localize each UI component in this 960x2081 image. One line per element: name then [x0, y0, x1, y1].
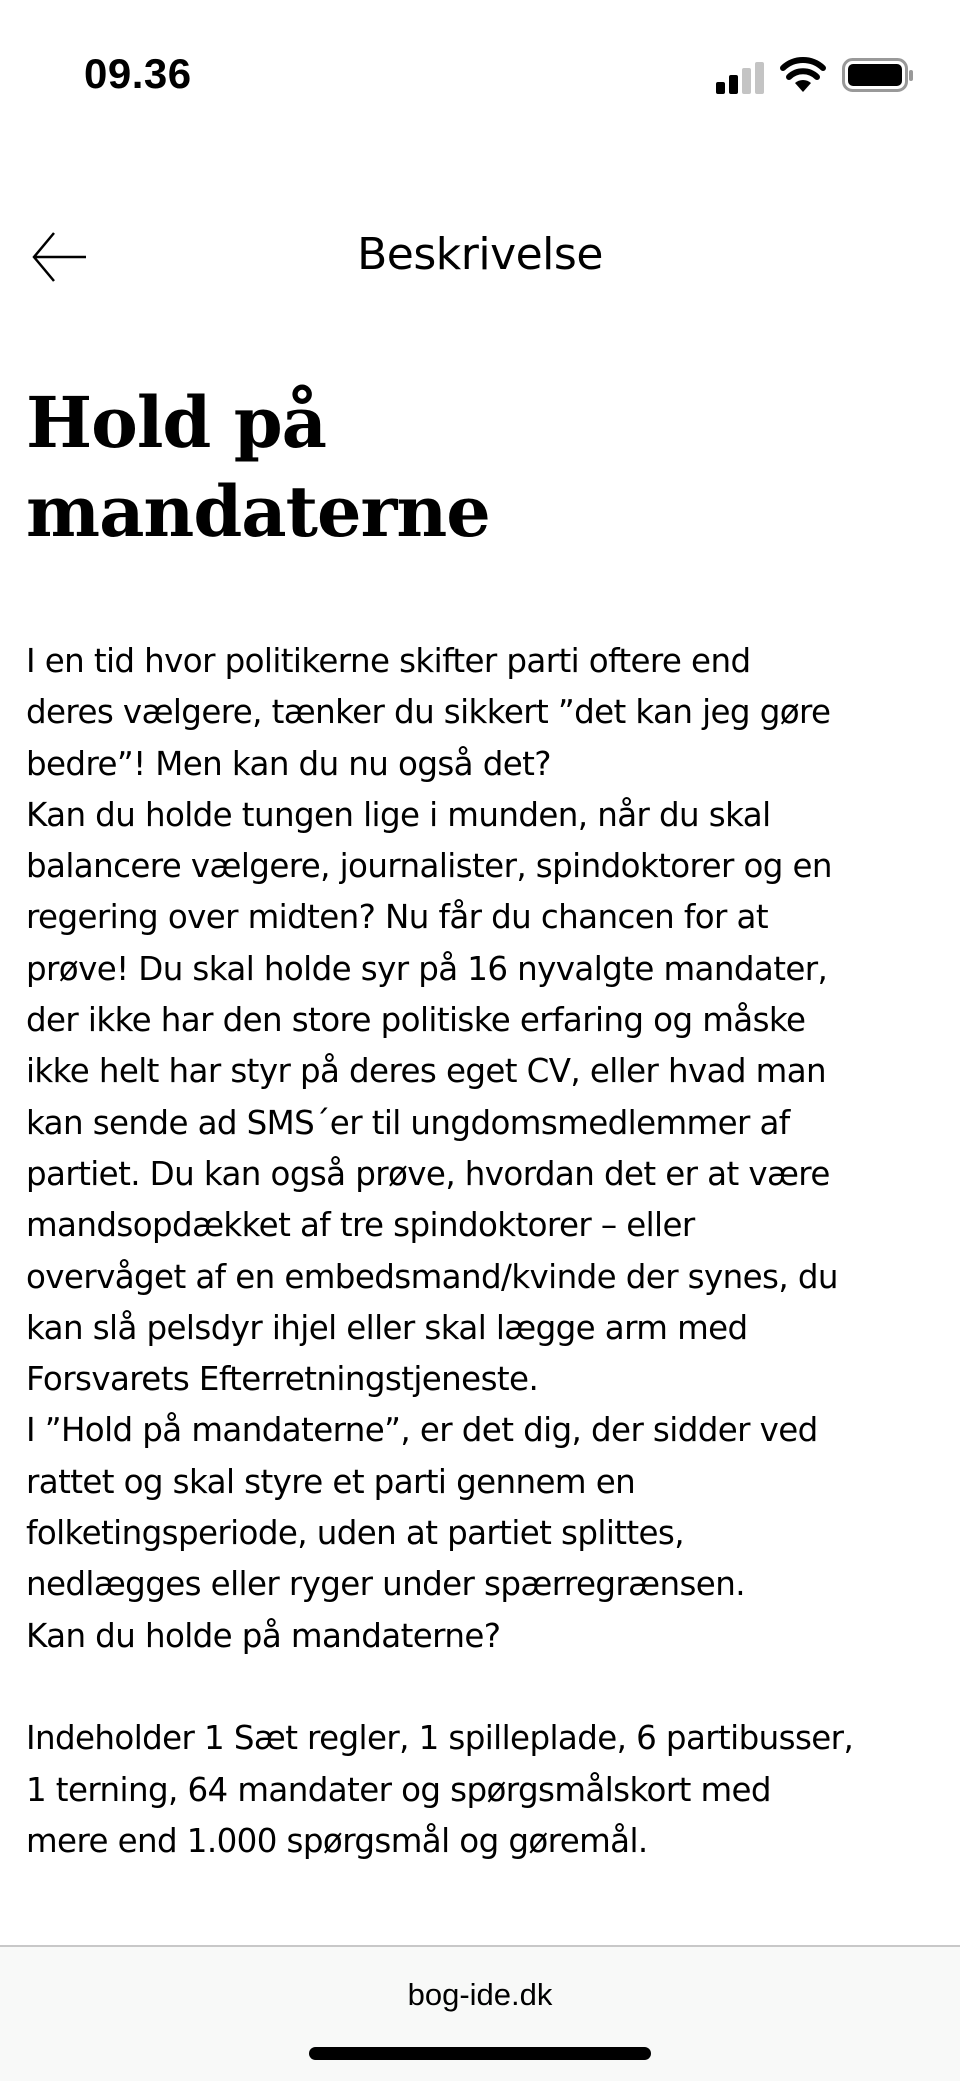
home-indicator[interactable]: [309, 2047, 651, 2060]
description-line: mandsopdækket af tre spindoktorer – eller: [26, 1206, 695, 1245]
cellular-signal-icon: [716, 62, 766, 94]
url-label[interactable]: bog-ide.dk: [407, 1977, 553, 2012]
description-line: regering over midten? Nu får du chancen for at: [26, 898, 768, 937]
title-line: Hold på: [26, 381, 327, 464]
status-bar: [0, 0, 960, 120]
description-line: nedlægges eller ryger under spærregrænsen.: [26, 1565, 745, 1604]
product-title: [26, 378, 926, 556]
description-line: kan sende ad SMS´er til ungdomsmedlemmer af: [26, 1103, 790, 1142]
description-line: rattet og skal styre et parti gennem en: [26, 1462, 636, 1501]
description-line: deres vælgere, tænker du sikkert ”det kan jeg gøre: [26, 693, 831, 732]
description-line: mere end 1.000 spørgsmål og gøremål.: [26, 1821, 648, 1860]
description-line: balancere vælgere, journalister, spindoktorer og en: [26, 847, 832, 886]
description-line: kan slå pelsdyr ihjel eller skal lægge arm med: [26, 1308, 748, 1347]
description-line: Kan du holde på mandaterne?: [26, 1616, 501, 1655]
product-description: [26, 636, 956, 1867]
title-line: mandaterne: [26, 470, 490, 553]
description-line: Indeholder 1 Sæt regler, 1 spilleplade, 6 partibusser,: [26, 1719, 854, 1758]
description-line: prøve! Du skal holde syr på 16 nyvalgte mandater,: [26, 949, 828, 988]
top-navigation: [0, 215, 960, 297]
description-line: Kan du holde tungen lige i munden, når du skal: [26, 795, 771, 834]
description-line: 1 terning, 64 mandater og spørgsmålskort med: [26, 1770, 771, 1809]
description-line: partiet. Du kan også prøve, hvordan det er at være: [26, 1154, 830, 1193]
description-line: ikke helt har styr på deres eget CV, eller hvad man: [26, 1052, 827, 1091]
wifi-icon: [780, 56, 826, 92]
description-line: der ikke har den store politiske erfaring og måske: [26, 1001, 806, 1040]
description-line: I en tid hvor politikerne skifter parti oftere end: [26, 642, 751, 680]
description-line: overvåget af en embedsmand/kvinde der synes, du: [26, 1257, 838, 1296]
description-line: I ”Hold på mandaterne”, er det dig, der sidder ved: [26, 1411, 818, 1450]
paragraph-gap: [26, 1662, 956, 1713]
description-line: bedre”! Men kan du nu også det?: [26, 744, 551, 783]
browser-bar: [0, 1945, 960, 2081]
description-line: folketingsperiode, uden at partiet splittes,: [26, 1514, 684, 1553]
status-time: 09.36: [84, 50, 192, 97]
description-line: Forsvarets Efterretningstjeneste.: [26, 1360, 539, 1399]
battery-icon: [842, 58, 914, 94]
nav-title: Beskrivelse: [357, 229, 603, 280]
